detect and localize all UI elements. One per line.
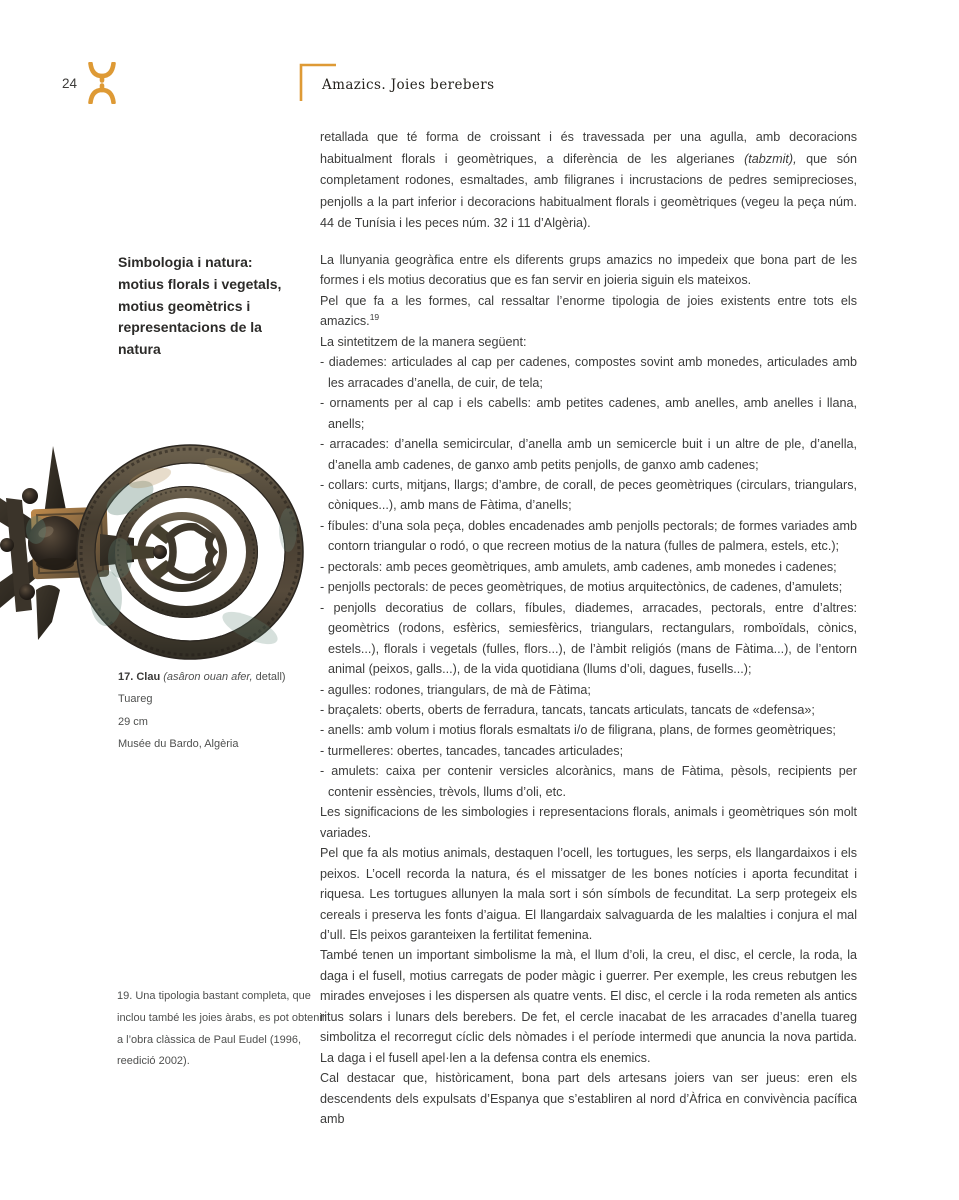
- typology-item: - pectorals: amb peces geomètriques, amb amulets, amb cadenes, amb monedes i cadenes;: [320, 559, 837, 574]
- typology-item: - diademes: articulades al cap per cadenes, compostes sovint amb monedes, articulades amb les arracades d’anella, de cuir, de tela;: [320, 355, 857, 390]
- caption-culture: Tuareg: [118, 693, 153, 706]
- key-centre-ball: [153, 545, 167, 559]
- figure-caption: [118, 666, 333, 755]
- key-upper-spike: [44, 446, 66, 518]
- typology-item: - turmelleres: obertes, tancades, tancades articulades;: [320, 743, 624, 758]
- intro-text-end: que són completament rodones, esmaltades, amb filigranes i incrustacions de pedres semiprecioses, penjolls a la part inferior i decoracions habitualment florals i geomètriques (vegeu la peça núm. 44 de Tunísia i les peces núm. 32 i 11 d’Algèria).: [320, 151, 858, 231]
- paragraph: Cal destacar que, històricament, bona part dels artesans joiers van ser jueus: eren els descendents dels expulsats d’Espanya que s’establiren al nord d’Àfrica en convivència pacífica amb: [320, 1071, 857, 1127]
- typology-item: - fíbules: d’una sola peça, dobles encadenades amb penjolls pectorals; de formes variades amb contorn triangular o rodó, o que recreen motius de la natura (fulles de palmera, estels, etc.);: [320, 518, 857, 554]
- paragraph: [320, 291, 857, 332]
- section-heading: Simbologia i natura: motius florals i vegetals, motius geomètrics i representacions de la natura: [118, 254, 282, 358]
- intro-term-italic: (tabzmit),: [744, 151, 797, 166]
- paragraph: També tenen un important simbolisme la mà, el llum d’oli, la creu, el disc, el cercle, la roda, la daga i el fusell, motius carregats de poder màgic i guerrer. Per exemple, les creus rebutgen les mirades envejoses i les dispersen als quatre vents. El disc, el cercle i la roda remeten als antics ritus solars i lunars dels berebers. De fet, el cercle inacabat de les arracades d’anella tuareg simbolitza el recorregut cíclic dels nòmades i el període intermedi que anuncia la nova partida. La daga i el fusell apel·len a la defensa contra els enemics.: [320, 948, 857, 1065]
- footnote: [117, 986, 329, 1073]
- typology-item: - agulles: rodones, triangulars, de mà de Fàtima;: [320, 682, 591, 697]
- intro-paragraph: [320, 127, 857, 235]
- paragraph-text: Pel que fa a les formes, cal ressaltar l’enorme tipologia de joies existents entre tots els amazics.: [320, 293, 857, 329]
- paragraph: Les significacions de les simbologies i representacions florals, animals i geomètriques són molt variades.: [320, 805, 857, 840]
- typology-item: - collars: curts, mitjans, llargs; d’ambre, de corall, de peces geomètriques (circulars, triangulars, còniques...), amb mans de Fàtima, d’anells;: [320, 477, 857, 513]
- page-number: 24: [62, 76, 78, 91]
- typology-item: - braçalets: oberts, oberts de ferradura, tancats, tancats articulats, tancats de «defensa»;: [320, 702, 815, 717]
- page-title: Amazics. Joies berebers: [322, 77, 495, 93]
- typology-item: - arracades: d’anella semicircular, d’anella amb un semicercle buit i un altre de ple, d’anella, d’anella amb cadenes, de ganxo amb petits penjolls, de ganxo amb cadenes;: [320, 437, 857, 472]
- typology-item: - ornaments per al cap i els cabells: amb petites cadenes, amb anelles, amb anelles i llana, anells;: [320, 396, 857, 431]
- paragraph: Pel que fa als motius animals, destaquen l’ocell, les tortugues, les serps, els llangardaixos i els peixos. L’ocell recorda la natura, és el missatger de les bones notícies i aporta fecunditat i riquesa. Les tortugues allunyen la mala sort i són símbols de fecunditat. La serp protegeix els cereals i preserva les fonts d’aigua. El llangardaix salvaguarda de les malalties i conjura el mal d’ull. Els peixos garanteixen la fertilitat femenina.: [320, 846, 857, 942]
- typology-list: [320, 352, 857, 802]
- caption-line-title: [118, 666, 333, 688]
- caption-museum: Musée du Bardo, Algèria: [118, 737, 239, 750]
- caption-size: 29 cm: [118, 715, 148, 728]
- key-lower-spike: [36, 585, 60, 640]
- berber-yaz-symbol-icon: [87, 62, 117, 104]
- key-shield-motif: [170, 527, 213, 578]
- caption-number-title: 17. Clau: [118, 671, 161, 683]
- key-photo: [0, 440, 314, 666]
- typology-item: - penjolls pectorals: de peces geomètriques, de motius arquitectònics, de cadenes, d’amulets;: [320, 580, 843, 595]
- paragraph: La llunyania geogràfica entre els diferents grups amazics no impedeix que bona part de les formes i els motius decoratius que es fan servir en joieria siguin els mateixos.: [320, 253, 857, 288]
- typology-item: - amulets: caixa per contenir versicles alcorànics, mans de Fàtima, pèsols, recipients per contenir essències, trèvols, llums d’oli, etc.: [320, 764, 857, 799]
- footnote-number: 19.: [117, 990, 133, 1002]
- typology-item: - anells: amb volum i motius florals esmaltats i/o de filigrana, plans, de formes geomètriques;: [320, 723, 836, 738]
- footnote-reference: 19: [369, 312, 380, 323]
- caption-detail: detall): [255, 671, 286, 683]
- footnote-text: Una tipologia bastant completa, que inclou també les joies àrabs, es pot obtenir a l’obra clàssica de Paul Eudel (1996, reedició 2002).: [117, 990, 326, 1068]
- main-text-column: [320, 250, 857, 1129]
- caption-native-name: (asâron ouan afer,: [163, 671, 253, 683]
- intro-text-start: retallada que té forma de croissant i és travessada per una agulla, amb decoracions habitualment florals i geomètriques, a diferència de les algerianes: [320, 130, 857, 166]
- paragraph: La sintetitzem de la manera següent:: [320, 334, 527, 349]
- typology-item: - penjolls decoratius de collars, fíbules, diademes, arracades, pectorals, entre d’altres: geomètrics (rodons, esfèrics, semiesfèrics, triangulars, rectangulars, romboïdals, cònics, estels...), florals i vegetals (fulles, flors...), de l’àmbit religiós (mans de Fàtima...), de l’entorn animal (peixos, galls...), de la vida quotidiana (llums d’oli, dagues, fusells...);: [320, 600, 857, 677]
